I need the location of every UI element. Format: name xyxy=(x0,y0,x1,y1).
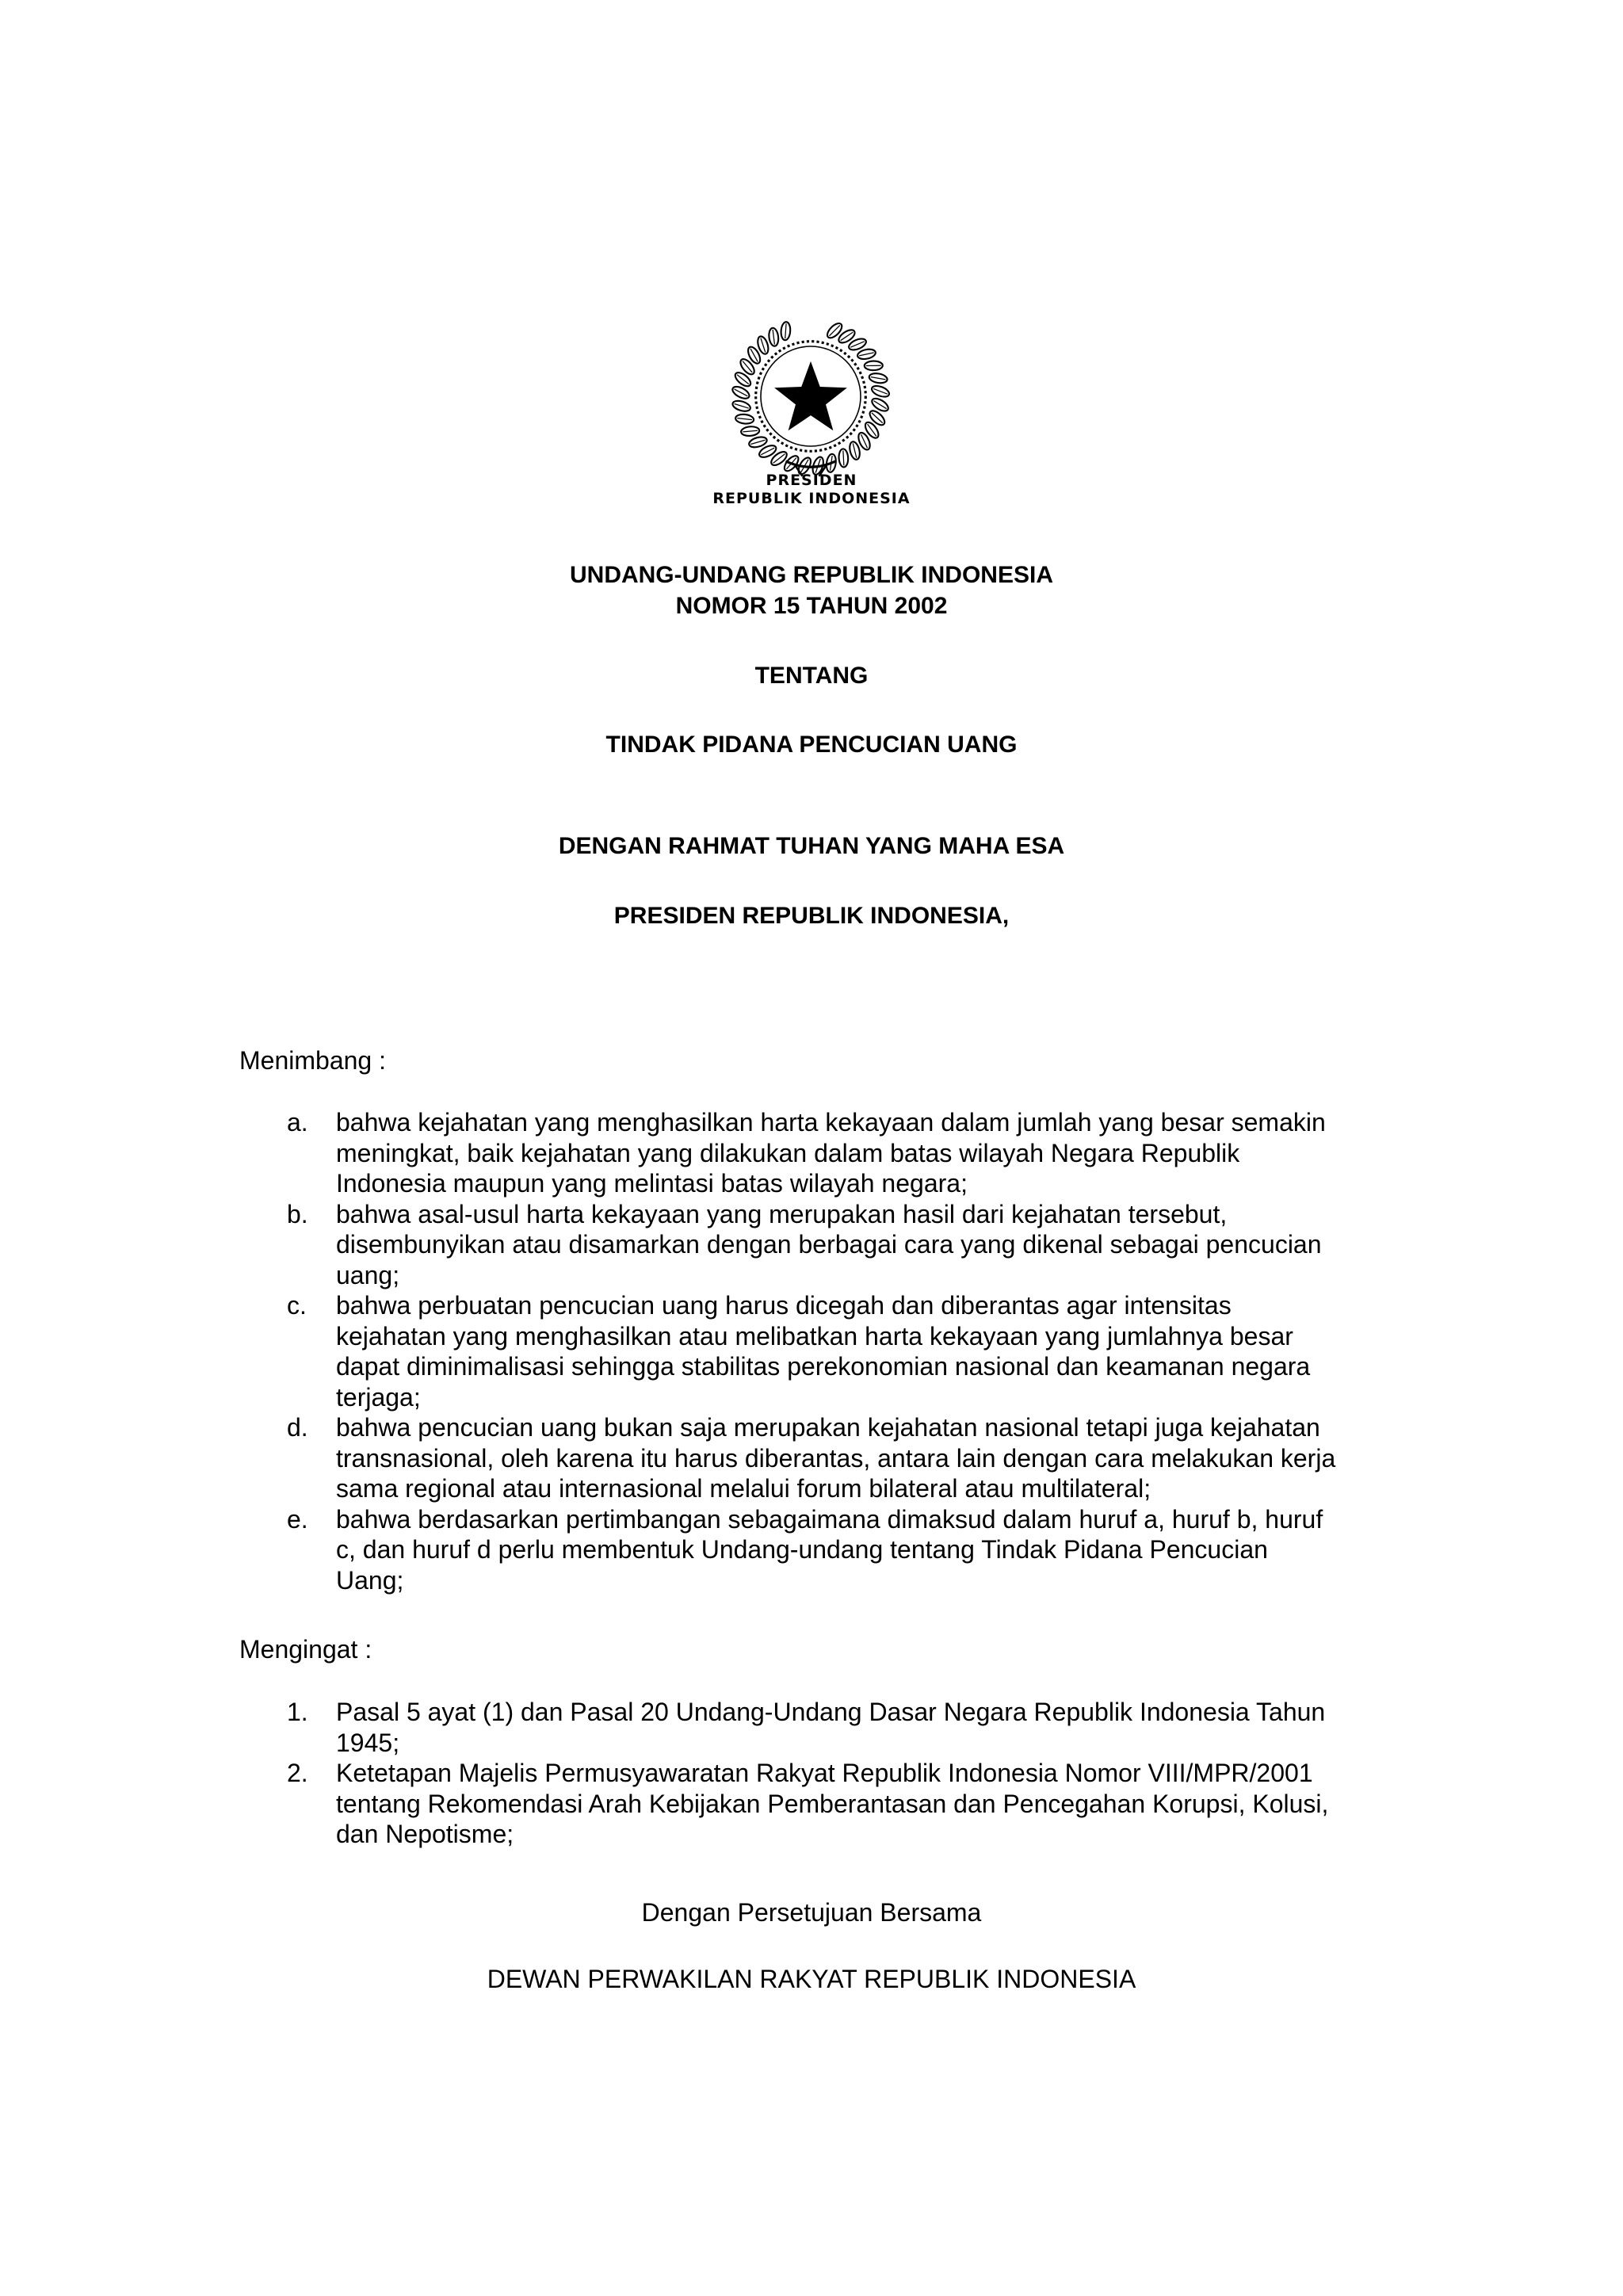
menimbang-item xyxy=(0,1290,1623,1412)
document-title: UNDANG-UNDANG REPUBLIK INDONESIA xyxy=(569,562,1053,588)
list-item-line: meningkat, baik kejahatan yang dilakukan dalam batas wilayah Negara Republik xyxy=(336,1138,1240,1167)
list-item-line: c, dan huruf d perlu membentuk Undang-undang tentang Tindak Pidana Pencucian xyxy=(336,1535,1268,1564)
list-item-line: bahwa perbuatan pencucian uang harus dicegah dan diberantas agar intensitas xyxy=(336,1291,1232,1320)
list-item-line: Uang; xyxy=(336,1565,404,1595)
document-subject: TINDAK PIDANA PENCUCIAN UANG xyxy=(605,732,1018,758)
list-item-line: uang; xyxy=(336,1260,400,1289)
list-item-marker: 1. xyxy=(287,1698,308,1726)
list-item-line: kejahatan yang menghasilkan atau melibatkan harta kekayaan yang jumlahnya besar xyxy=(336,1321,1293,1350)
list-item-line: 1945; xyxy=(336,1728,400,1757)
list-item-line: sama regional atau internasional melalui forum bilateral atau multilateral; xyxy=(336,1474,1151,1503)
list-item-marker: a. xyxy=(287,1108,308,1137)
mengingat-list xyxy=(0,1697,1623,1850)
mengingat-item xyxy=(0,1758,1623,1850)
list-item-line: transnasional, oleh karena itu harus diberantas, antara lain dengan cara melakukan kerja xyxy=(336,1443,1336,1473)
list-item-text xyxy=(336,1290,1398,1412)
list-item-line: dapat diminimalisasi sehingga stabilitas perekonomian nasional dan keamanan negara xyxy=(336,1352,1311,1381)
menimbang-item xyxy=(0,1412,1623,1504)
list-item-line: Pasal 5 ayat (1) dan Pasal 20 Undang-Undang Dasar Negara Republik Indonesia Tahun xyxy=(336,1698,1326,1726)
list-item-line: tentang Rekomendasi Arah Kebijakan Pemberantasan dan Pencegahan Korupsi, Kolusi, xyxy=(336,1789,1329,1818)
list-item-text xyxy=(336,1199,1398,1291)
president-line: PRESIDEN REPUBLIK INDONESIA, xyxy=(613,903,1010,929)
blessing-line: DENGAN RAHMAT TUHAN YANG MAHA ESA xyxy=(558,833,1065,859)
list-item-line: terjaga; xyxy=(336,1382,421,1412)
garuda-star-wreath-emblem-icon xyxy=(727,313,894,479)
menimbang-item xyxy=(0,1504,1623,1596)
list-item-text xyxy=(336,1412,1398,1504)
list-item-line: Indonesia maupun yang melintasi batas wilayah negara; xyxy=(336,1169,968,1198)
tentang-label: TENTANG xyxy=(754,663,869,689)
list-item-line: bahwa asal-usul harta kekayaan yang merupakan hasil dari kejahatan tersebut, xyxy=(336,1199,1228,1228)
list-item-text xyxy=(336,1504,1398,1596)
emblem-caption-presiden: PRESIDEN xyxy=(766,472,857,489)
list-item-text xyxy=(336,1758,1398,1850)
list-item-text xyxy=(336,1107,1398,1199)
list-item-line: bahwa berdasarkan pertimbangan sebagaimana dimaksud dalam huruf a, huruf b, huruf xyxy=(336,1504,1323,1534)
list-item-line: dan Nepotisme; xyxy=(336,1820,514,1848)
emblem-caption-republik: REPUBLIK INDONESIA xyxy=(712,490,911,507)
list-item-line: disembunyikan atau disamarkan dengan berbagai cara yang dikenal sebagai pencucian xyxy=(336,1230,1322,1259)
list-item-line: Ketetapan Majelis Permusyawaratan Rakyat Republik Indonesia Nomor VIII/MPR/2001 xyxy=(336,1759,1313,1787)
list-item-text xyxy=(336,1697,1398,1758)
list-item-marker: c. xyxy=(287,1291,307,1320)
menimbang-list xyxy=(0,1107,1623,1595)
agreement-line: Dengan Persetujuan Bersama xyxy=(641,1898,982,1927)
list-item-marker: b. xyxy=(287,1199,308,1228)
menimbang-item xyxy=(0,1199,1623,1291)
list-item-line: bahwa kejahatan yang menghasilkan harta kekayaan dalam jumlah yang besar semakin xyxy=(336,1108,1326,1137)
list-item-marker: 2. xyxy=(287,1759,308,1787)
list-item-marker: e. xyxy=(287,1504,308,1534)
mengingat-item xyxy=(0,1697,1623,1758)
list-item-marker: d. xyxy=(287,1413,308,1442)
document-number: NOMOR 15 TAHUN 2002 xyxy=(675,593,948,619)
council-line: DEWAN PERWAKILAN RAKYAT REPUBLIK INDONESIA xyxy=(487,1965,1136,1993)
mengingat-label: Mengingat : xyxy=(239,1635,372,1664)
list-item-line: bahwa pencucian uang bukan saja merupakan kejahatan nasional tetapi juga kejahatan xyxy=(336,1413,1320,1442)
menimbang-item xyxy=(0,1107,1623,1199)
menimbang-label: Menimbang : xyxy=(239,1046,386,1075)
